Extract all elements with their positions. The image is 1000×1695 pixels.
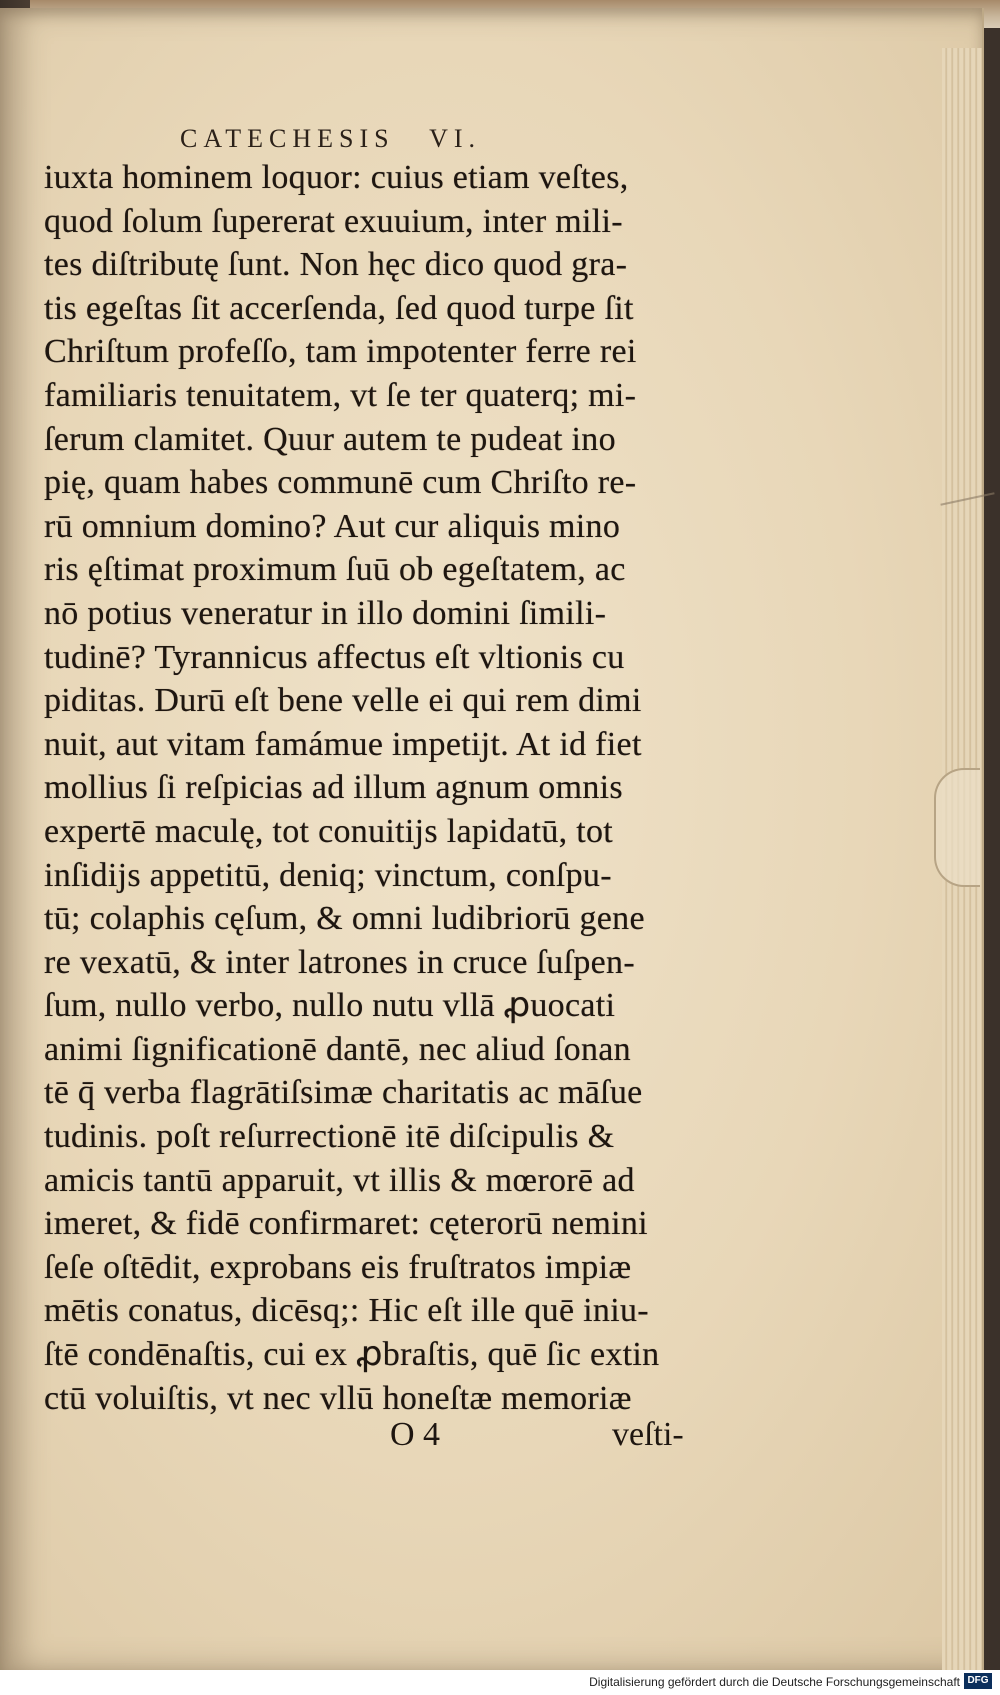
- text-line: Chriſtum profeſſo, tam impotenter ferre rei: [44, 333, 637, 371]
- text-line: re vexatū, & inter latrones in cruce ſuſpen-: [44, 943, 635, 981]
- text-line: rū omnium domino? Aut cur aliquis mino: [44, 507, 621, 545]
- text-line: inſidijs appetitū, deniq; vinctum, conſpu-: [44, 856, 612, 894]
- text-line: quod ſolum ſupererat exuuium, inter mili-: [44, 202, 623, 240]
- text-line: piditas. Durū eſt bene velle ei qui rem dimi: [44, 682, 642, 720]
- text-line: ſeſe oſtēdit, exprobans eis fruſtratos impiæ: [44, 1248, 632, 1286]
- text-line: tū; colaphis cęſum, & omni ludibriorū gene: [44, 900, 645, 938]
- text-line: tis egeſtas ſit accerſenda, ſed quod turpe ſit: [44, 289, 634, 327]
- text-line: tes diſtributę ſunt. Non hęc dico quod gra-: [44, 246, 628, 284]
- text-line: mollius ſi reſpicias ad illum agnum omnis: [44, 769, 623, 807]
- page-footer: [390, 1416, 690, 1460]
- running-head-number: VI.: [429, 124, 482, 153]
- text-line: ctū voluiſtis, vt nec vllū honeſtæ memoriæ: [44, 1379, 632, 1417]
- text-line: animi ſignificationē dantē, nec aliud ſonan: [44, 1030, 631, 1068]
- signature-mark: O 4: [390, 1416, 441, 1453]
- text-line: ris ęſtimat proximum ſuū ob egeſtatem, ac: [44, 551, 626, 589]
- text-line: ſerum clamitet. Quur autem te pudeat ino: [44, 420, 616, 458]
- text-line: ſum, nullo verbo, nullo nutu vllā ꝓuocati: [44, 987, 616, 1025]
- text-line: iuxta hominem loquor: cuius etiam veſtes,: [44, 159, 629, 196]
- text-line: familiaris tenuitatem, vt ſe ter quaterq; mi-: [44, 376, 637, 414]
- text-line: pię, quam habes communē cum Chriſto re-: [44, 464, 637, 502]
- body-text: [44, 156, 724, 1420]
- page-leaf: [0, 8, 984, 1670]
- text-line: nuit, aut vitam famámue impetijt. At id fiet: [44, 725, 642, 763]
- text-line: tē q̄ verba flagrātiſsimæ charitatis ac māſue: [44, 1074, 643, 1112]
- catchword: veſti-: [612, 1416, 684, 1453]
- text-line: imeret, & fidē confirmaret: cęterorū nemini: [44, 1205, 648, 1243]
- running-head: [180, 124, 580, 154]
- text-line: mētis conatus, dicēsq;: Hic eſt ille quē iniu-: [44, 1292, 649, 1330]
- text-line: tudinē? Tyrannicus affectus eſt vltionis cu: [44, 638, 625, 676]
- dfg-logo-icon: DFG: [964, 1673, 992, 1689]
- text-line: nō potius veneratur in illo domini ſimili-: [44, 594, 607, 632]
- running-head-title: CATECHESIS: [180, 124, 395, 153]
- page-edge-clip: [934, 768, 980, 887]
- text-line: expertē maculę, tot conuitijs lapidatū, tot: [44, 812, 614, 850]
- text-line: amicis tantū apparuit, vt illis & mœrorē ad: [44, 1161, 635, 1199]
- credit-text: Digitalisierung gefördert durch die Deutsche Forschungsgemeinschaft: [589, 1675, 960, 1689]
- digitization-credit-bar: [0, 1670, 1000, 1695]
- text-line: tudinis. poſt reſurrectionē itē diſcipulis &: [44, 1118, 615, 1156]
- text-line: ſtē condēnaſtis, cui ex ꝓbraſtis, quē ſic extin: [44, 1336, 660, 1374]
